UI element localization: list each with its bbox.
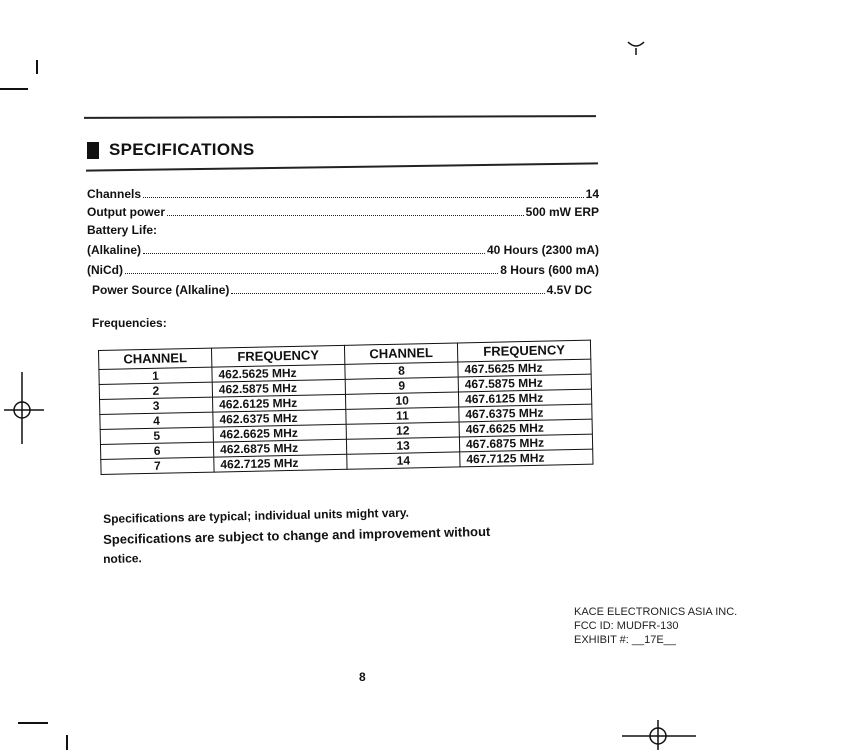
table-cell: 467.6125 MHz <box>458 389 591 407</box>
registration-target-icon <box>622 718 696 750</box>
heading-block-icon <box>87 142 99 159</box>
table-cell: 467.7125 MHz <box>460 449 593 467</box>
spec-label: Output power <box>87 205 165 219</box>
tick-mark-icon <box>626 38 646 56</box>
table-cell: 4 <box>100 412 213 429</box>
spec-row <box>92 283 592 297</box>
spec-label: (NiCd) <box>87 263 123 277</box>
spec-value: 14 <box>585 187 599 201</box>
top-rule <box>84 115 596 119</box>
table-cell: 467.6875 MHz <box>459 434 592 452</box>
table-cell: 467.6375 MHz <box>459 404 592 422</box>
table-cell: 3 <box>100 397 213 414</box>
spec-value: 40 Hours (2300 mA) <box>486 243 599 257</box>
table-cell: 462.5625 MHz <box>212 364 345 382</box>
table-cell: 13 <box>346 437 459 454</box>
fcc-exhibit: EXHIBIT #: __17E__ <box>574 634 676 646</box>
table-cell: 8 <box>345 362 458 379</box>
table-cell: 467.5625 MHz <box>458 359 591 377</box>
registration-target-icon <box>4 372 44 444</box>
table-cell: 467.6625 MHz <box>459 419 592 437</box>
spec-row <box>87 243 599 257</box>
spec-value: 8 Hours (600 mA) <box>500 263 599 277</box>
table-cell: 467.5875 MHz <box>458 374 591 392</box>
spec-label: Channels <box>87 187 142 201</box>
spec-value: 500 mW ERP <box>525 205 599 219</box>
crop-mark <box>66 735 68 750</box>
spec-row <box>87 205 599 219</box>
table-cell: 11 <box>346 407 459 424</box>
table-cell: 7 <box>101 457 214 474</box>
table-cell: 2 <box>99 382 212 399</box>
spec-label: Battery Life: <box>87 223 158 237</box>
spec-row <box>87 187 599 201</box>
table-cell: 6 <box>100 442 213 459</box>
table-cell: 462.5875 MHz <box>212 379 345 397</box>
column-header: CHANNEL <box>99 348 212 369</box>
section-header <box>87 140 255 160</box>
table-cell: 462.6625 MHz <box>213 424 346 442</box>
table-cell: 1 <box>99 367 212 384</box>
crop-mark <box>18 722 48 724</box>
table-cell: 462.7125 MHz <box>214 454 347 472</box>
spec-label: (Alkaline) <box>87 243 142 257</box>
table-cell: 462.6125 MHz <box>213 394 346 412</box>
title-rule <box>86 162 598 171</box>
crop-mark <box>36 60 38 74</box>
column-header: FREQUENCY <box>211 345 344 367</box>
table-cell: 10 <box>345 392 458 409</box>
crop-mark <box>0 88 28 90</box>
table-cell: 12 <box>346 422 459 439</box>
note-line: Specifications are typical; individual units might vary. <box>103 505 410 526</box>
spec-label: Power Source (Alkaline) <box>92 283 230 297</box>
column-header: FREQUENCY <box>457 340 590 362</box>
table-cell: 462.6375 MHz <box>213 409 346 427</box>
frequencies-heading: Frequencies: <box>92 316 167 330</box>
table-cell: 462.6875 MHz <box>213 439 346 457</box>
spec-row <box>87 263 599 277</box>
fcc-company: KACE ELECTRONICS ASIA INC. <box>574 606 738 618</box>
page-number: 8 <box>359 670 366 684</box>
table-cell: 5 <box>100 427 213 444</box>
fcc-id: FCC ID: MUDFR-130 <box>574 620 679 632</box>
spec-value: 4.5V DC <box>546 283 592 297</box>
table-cell: 14 <box>347 452 460 469</box>
column-header: CHANNEL <box>344 343 457 364</box>
page-title: SPECIFICATIONS <box>109 140 255 159</box>
frequency-table <box>98 340 594 475</box>
note-line: notice. <box>103 551 142 566</box>
table-cell: 9 <box>345 377 458 394</box>
note-line: Specifications are subject to change and improvement without <box>103 523 491 547</box>
spec-row <box>87 223 599 237</box>
